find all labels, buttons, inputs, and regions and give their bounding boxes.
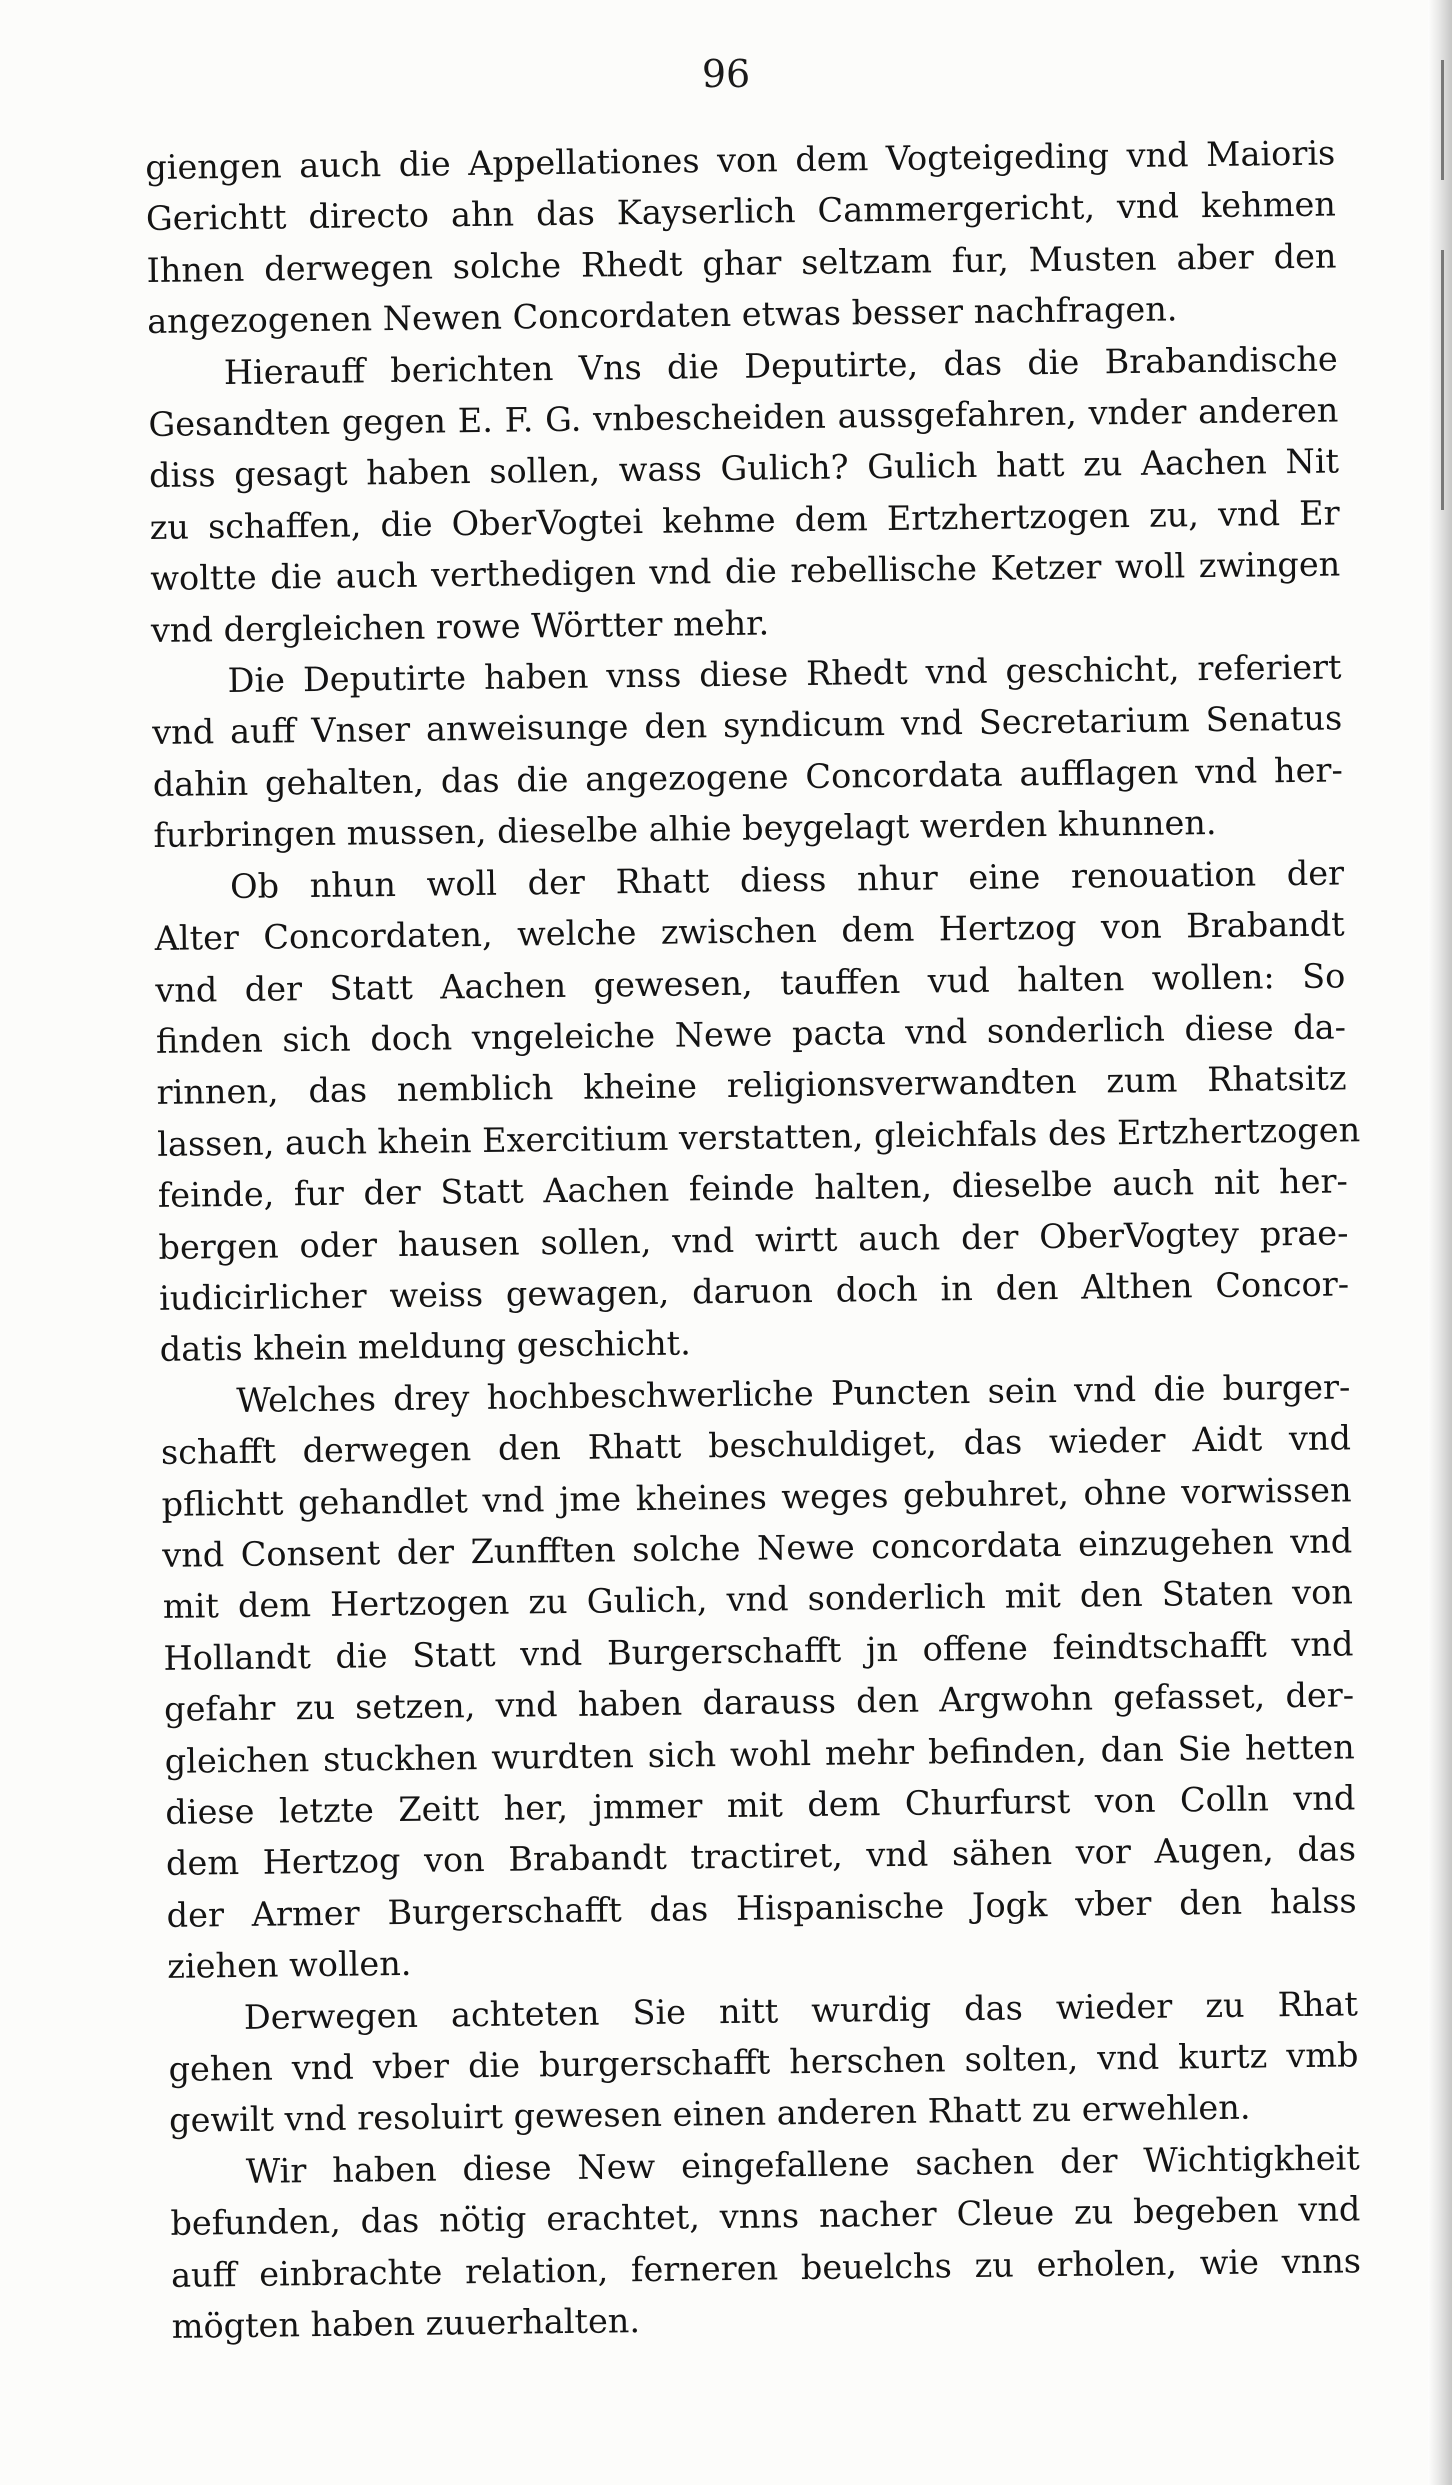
text-line: vnd auff Vnser anweisunge den syndicum vnd Secretarium Senatus	[151, 698, 1343, 753]
text-line: diss gesagt haben sollen, wass Gulich? Gulich hatt zu Aachen Nit	[148, 441, 1340, 496]
text-line: vnd Consent der Zunfften solche Newe concordata einzugehen vnd	[162, 1521, 1353, 1575]
text-line: gehen vnd vber die burgerschafft herschen solten, vnd kurtz vmb	[168, 2035, 1359, 2089]
text-line: bergen oder hausen sollen, vnd wirtt auch der OberVogtey prae-	[158, 1212, 1349, 1267]
text-line: Welches drey hochbeschwerliche Puncten sein vnd die burger-	[236, 1367, 1351, 1420]
text-line: feinde, fur der Statt Aachen feinde halten, dieselbe auch nit her-	[157, 1161, 1349, 1216]
text-line: Hollandt die Statt vnd Burgerschafft jn offene feindtschafft vnd	[163, 1624, 1354, 1678]
text-line: dem Hertzog von Brabandt tractiret, vnd sähen vor Augen, das	[165, 1829, 1357, 1884]
text-line: ziehen wollen.	[167, 1944, 412, 1987]
paragraph-6	[168, 1978, 1360, 2147]
text-line: furbringen mussen, dieselbe alhie beygelagt werden khunnen.	[153, 803, 1217, 856]
text-line: gefahr zu setzen, vnd haben darauss den Argwohn gefasset, der-	[163, 1675, 1355, 1730]
text-line: woltte die auch verthedigen vnd die rebellische Ketzer woll zwingen	[150, 544, 1341, 599]
text-line: vnd dergleichen rowe Wörtter mehr.	[150, 603, 770, 650]
text-line: iudicirlicher weiss gewagen, daruon doch in den Althen Concor-	[158, 1264, 1350, 1318]
text-line: datis khein meldung geschicht.	[159, 1323, 691, 1370]
paragraph-7	[169, 2132, 1361, 2352]
text-line: finden sich doch vngeleiche Newe pacta vnd sonderlich diese da-	[155, 1007, 1347, 1061]
text-line: Ob nhun woll der Rhatt diess nhur eine renouation der	[229, 853, 1345, 906]
text-line: Gesandten gegen E. F. G. vnbescheiden aussgefahren, vnder anderen	[148, 390, 1339, 445]
text-line: pflichtt gehandlet vnd jme kheines weges gebuhret, ohne vorwissen	[161, 1469, 1352, 1524]
text-line: gleichen stuckhen wurdten sich wohl mehr befinden, dan Sie hetten	[164, 1726, 1355, 1781]
text-line: mögten haben zuuerhalten.	[171, 2301, 641, 2346]
scan-edge-mark	[1441, 60, 1444, 180]
text-line: rinnen, das nemblich kheine religionsverwandten zum Rhatsitz	[156, 1058, 1347, 1113]
text-line: lassen, auch khein Exercitium verstatten, gleichfals des Ertzhertzogen	[157, 1109, 1361, 1164]
page-edge-shadow	[1428, 0, 1452, 2485]
paragraph-4	[154, 847, 1361, 1376]
text-line: auff einbrachte relation, ferneren beuelchs zu erholen, wie vnns	[170, 2240, 1362, 2295]
text-line: der Armer Burgerschafft das Hispanische Jogk vber den halss	[166, 1881, 1357, 1935]
page-number: 96	[701, 52, 751, 96]
text-line: Die Deputirte haben vnss diese Rhedt vnd geschicht, referiert	[227, 647, 1342, 701]
text-line: diese letzte Zeitt her, jmmer mit dem Churfurst von Colln vnd	[165, 1778, 1356, 1832]
text-line: Gerichtt directo ahn das Kayserlich Cammergericht, vnd kehmen	[145, 184, 1337, 239]
text-line: Ihnen derwegen solche Rhedt ghar seltzam fur, Musten aber den	[146, 236, 1337, 290]
text-line: Hierauff berichten Vns die Deputirte, das die Brabandische	[223, 339, 1338, 392]
text-line: dahin gehalten, das die angezogene Concordata aufflagen vnd her-	[152, 750, 1343, 804]
text-line: angezogenen Newen Concordaten etwas besser nachfragen.	[146, 289, 1178, 342]
paragraph-2	[148, 333, 1342, 656]
body-text	[145, 127, 1362, 2352]
text-line: Alter Concordaten, welche zwischen dem Hertzog von Brabandt	[154, 904, 1345, 959]
paragraph-3	[151, 641, 1343, 861]
text-line: befunden, das nötig erachtet, vnns nacher Cleue zu begeben vnd	[170, 2189, 1361, 2244]
text-line: giengen auch die Appellationes von dem Vogteigeding vnd Maioris	[145, 133, 1336, 187]
scan-edge-mark	[1441, 250, 1444, 510]
paragraph-5	[160, 1361, 1357, 1992]
text-line: gewilt vnd resoluirt gewesen einen anderen Rhatt zu erwehlen.	[168, 2088, 1251, 2141]
text-line: vnd der Statt Aachen gewesen, tauffen vud halten wollen: So	[155, 955, 1346, 1010]
text-line: mit dem Hertzogen zu Gulich, vnd sonderlich mit den Staten von	[162, 1572, 1354, 1627]
paragraph-1	[145, 127, 1337, 347]
text-line: Wir haben diese New eingefallene sachen der Wichtigkheit	[245, 2138, 1360, 2191]
text-line: schafft derwegen den Rhatt beschuldiget, das wieder Aidt vnd	[160, 1418, 1352, 1473]
text-line: zu schaffen, die OberVogtei kehme dem Ertzhertzogen zu, vnd Er	[149, 493, 1340, 547]
text-line: Derwegen achteten Sie nitt wurdig das wieder zu Rhat	[243, 1983, 1359, 2037]
